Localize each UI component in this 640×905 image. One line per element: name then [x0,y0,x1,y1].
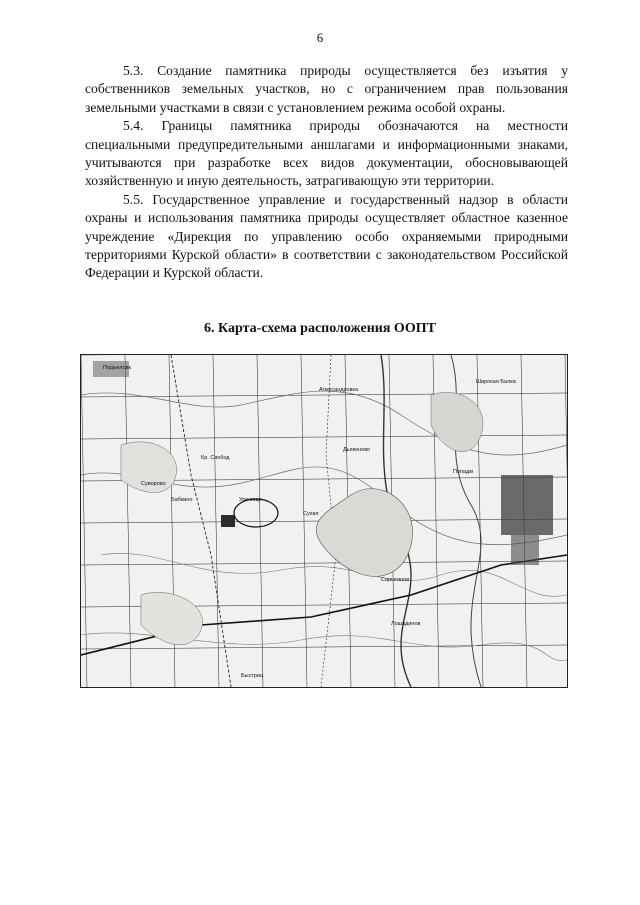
grid-line [565,355,567,687]
map-label: Александровка [319,387,359,393]
grid-line [257,355,263,687]
map-label: Быстриц [241,673,264,679]
grid-line [81,393,567,397]
map-label: Подъеловк [103,365,131,371]
site-map [80,354,568,688]
map-label: Сарыгинов [381,577,410,583]
map-label: Широкая Балка [476,379,516,385]
grid-line [81,561,567,565]
map-label: Урочище [239,497,262,503]
map-label: Сухая [303,511,319,517]
paragraph-5-4: 5.4. Границы памятника природы обозначаются на местности специальными предупредительными аншлагами и информационными знаками, учитываются при разработке всех видов документации, обосновывающей хозяйственную и иную деятельность, затрагивающую эти территории. [85,118,568,189]
map-label: Бабкино [171,497,193,503]
map-label: Дьяконово [343,447,371,453]
terrain-features [81,355,567,687]
grid-line [125,355,131,687]
map-label: Лошадинов [391,621,421,627]
body-text [85,62,568,283]
grid-line [213,355,219,687]
topographic-map [81,355,567,687]
map-label: Суворово [141,481,166,487]
grid-line [81,645,567,649]
section-heading: 6. Карта-схема расположения ООПТ [204,321,436,336]
map-label: Попадм [453,469,474,475]
paragraph-5-3: 5.3. Создание памятника природы осуществляется без изъятия у собственников земельных участков, но с ограничением прав пользования земельными участками в связи с установлением режима особой охраны. [85,63,568,115]
paragraph-5-5: 5.5. Государственное управление и государственный надзор в области охраны и использования памятника природы осуществляет областное казенное учреждение «Дирекция по управлению особо охраняемыми природными территориями Курской области» в соответствии с законодательством Российской Федерации и Курской области. [85,191,568,281]
grid-line [81,435,567,439]
grid-line [81,355,87,687]
map-label: Кр. Свобод [201,455,230,461]
page-number: 6 [316,30,324,45]
